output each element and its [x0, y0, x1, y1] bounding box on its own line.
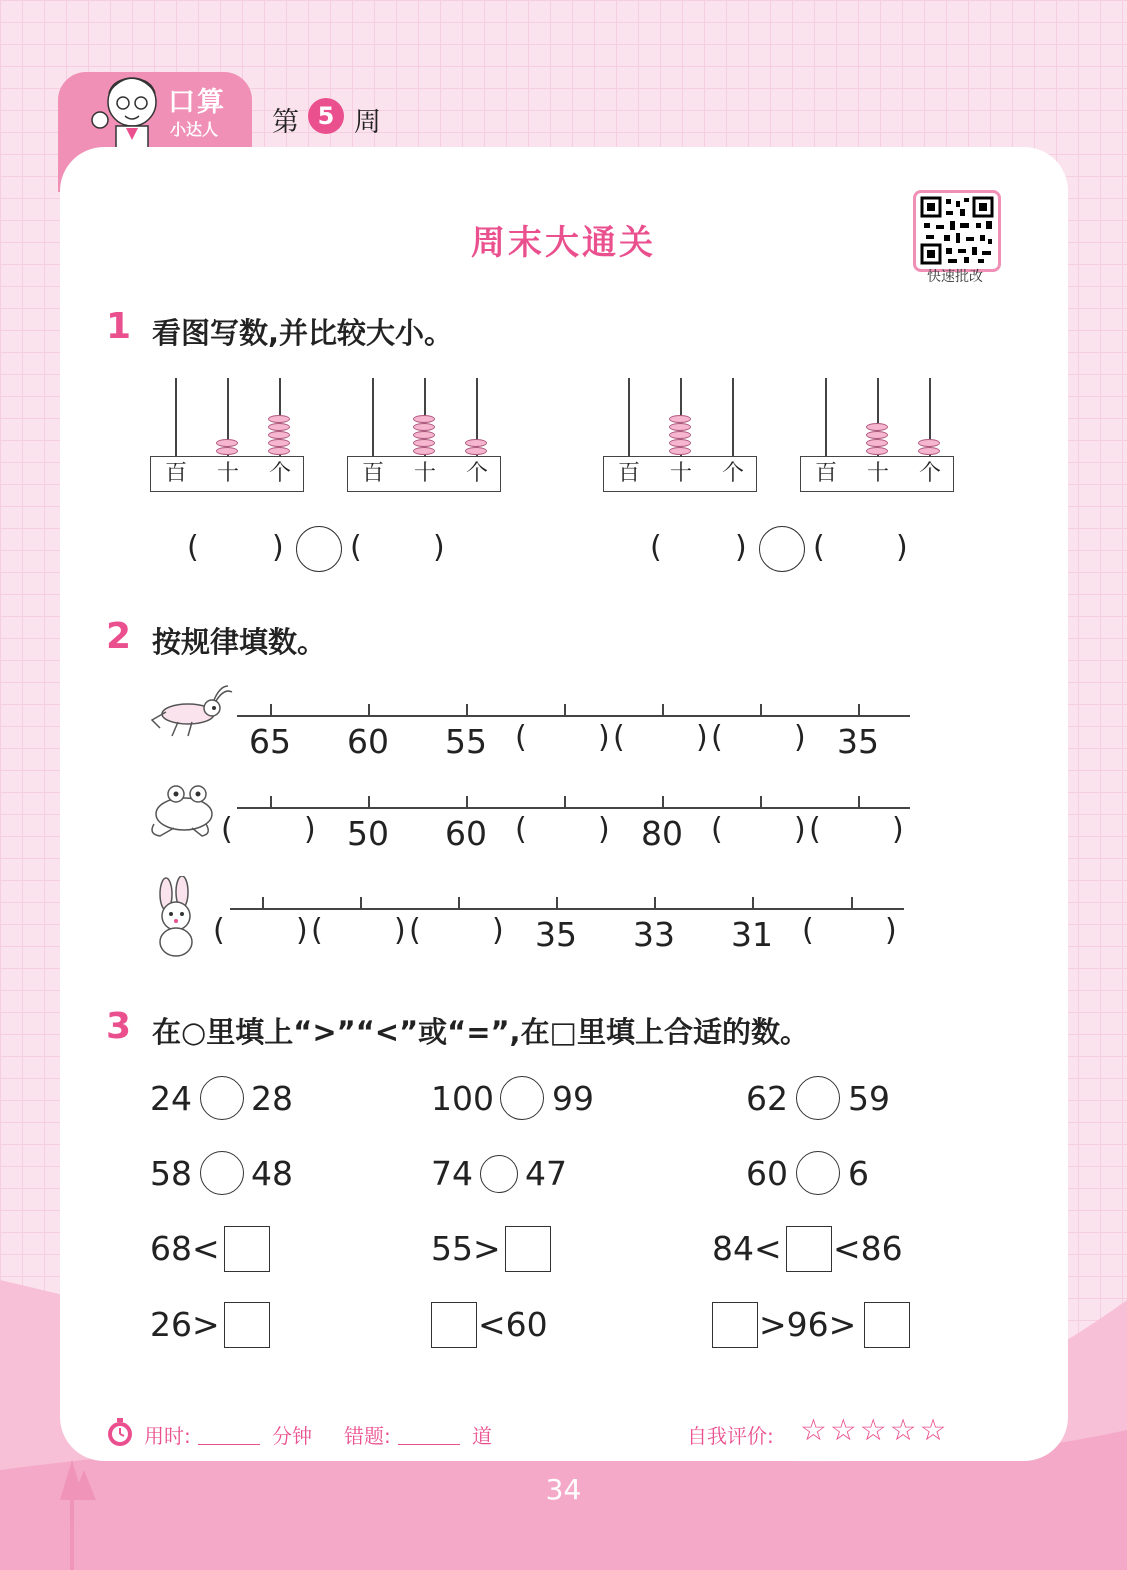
rating-stars[interactable]: ☆☆☆☆☆: [800, 1413, 950, 1448]
q1-paren-close: ): [272, 530, 284, 565]
abacus-bead: [465, 447, 487, 455]
qr-code-icon: [916, 193, 998, 269]
compare-1-right: 28: [251, 1079, 293, 1118]
number-line-value: 65: [249, 722, 291, 761]
abacus-bead: [413, 415, 435, 423]
number-line-value: 55: [445, 722, 487, 761]
blank-answer[interactable]: [428, 917, 488, 951]
abacus-label: 百: [164, 461, 187, 486]
abacus-label: 个: [268, 461, 291, 486]
question-3-number: 3: [106, 1006, 132, 1047]
blank-paren-close: ): [696, 720, 708, 755]
q1-paren-open: (: [187, 530, 199, 565]
q1-paren-open: (: [650, 530, 662, 565]
number-line-tick: [662, 704, 664, 715]
error-label: 错题:: [344, 1424, 391, 1448]
q1-compare-circle-1[interactable]: [296, 526, 342, 572]
abacus-bead: [918, 447, 940, 455]
compare-5-right: 47: [525, 1154, 567, 1193]
abacus-rod: [825, 378, 827, 456]
abacus-bead: [268, 439, 290, 447]
number-line-tick: [858, 796, 860, 807]
blank-answer[interactable]: [534, 816, 594, 850]
stopwatch-icon: [105, 1416, 135, 1448]
q1-compare-circle-2[interactable]: [759, 526, 805, 572]
question-2-number: 2: [106, 616, 132, 657]
blank-answer[interactable]: [821, 917, 881, 951]
number-line-tick: [760, 704, 762, 715]
abacus-bead: [413, 447, 435, 455]
number-line-tick: [360, 897, 362, 908]
number-line-value: 31: [731, 915, 773, 954]
time-input-line[interactable]: [198, 1444, 260, 1445]
page-number: 34: [545, 1473, 582, 1506]
number-line-tick: [556, 897, 558, 908]
grasshopper-icon: [148, 684, 234, 740]
error-input-line[interactable]: [398, 1444, 460, 1445]
abacus-bead: [268, 431, 290, 439]
week-number-badge: 5: [308, 98, 344, 134]
abacus-label: 十: [669, 461, 692, 486]
qr-code[interactable]: [913, 190, 1001, 272]
blank-answer[interactable]: [730, 816, 790, 850]
number-line-value: 80: [641, 814, 683, 853]
error-unit: 道: [472, 1424, 492, 1448]
qr-label: 快速批改: [927, 269, 983, 285]
number-line: [237, 807, 910, 809]
abacus-bead: [669, 431, 691, 439]
number-line-tick: [564, 796, 566, 807]
compare-5-left: 74: [431, 1154, 473, 1193]
q1-paren-close: ): [735, 530, 747, 565]
compare-6-left: 60: [746, 1154, 788, 1193]
blank-answer[interactable]: [534, 724, 594, 758]
fill-5-text: <60: [478, 1305, 548, 1344]
compare-4-left: 58: [150, 1154, 192, 1193]
blank-paren-open: (: [221, 812, 233, 847]
blank-paren-close: ): [304, 812, 316, 847]
blank-paren-close: ): [598, 720, 610, 755]
abacus-bead: [216, 439, 238, 447]
abacus-label: 百: [617, 461, 640, 486]
blank-answer[interactable]: [632, 724, 692, 758]
number-line-tick: [270, 796, 272, 807]
blank-paren-close: ): [794, 720, 806, 755]
q1-paren-close: ): [433, 530, 445, 565]
blank-paren-open: (: [802, 913, 814, 948]
abacus-bead: [268, 415, 290, 423]
number-line-value: 35: [535, 915, 577, 954]
number-line-tick: [270, 704, 272, 715]
number-line-tick: [368, 704, 370, 715]
number-line-tick: [760, 796, 762, 807]
self-eval-label: 自我评价:: [687, 1424, 774, 1448]
frog-icon: [146, 780, 218, 838]
abacus-bead: [465, 439, 487, 447]
number-line-tick: [858, 704, 860, 715]
abacus-frame: [150, 456, 304, 492]
question-1-text: 看图写数,并比较大小。: [152, 316, 454, 350]
number-line-tick: [458, 897, 460, 908]
blank-paren-open: (: [515, 812, 527, 847]
abacus-label: 个: [721, 461, 744, 486]
q1-paren-open: (: [350, 530, 362, 565]
fill-2-box[interactable]: [505, 1226, 551, 1272]
abacus-bead: [866, 423, 888, 431]
fill-5-box[interactable]: [431, 1302, 477, 1348]
number-line-tick: [564, 704, 566, 715]
fill-3-text-b: <86: [833, 1229, 903, 1268]
blank-answer[interactable]: [240, 816, 300, 850]
abacus-bead: [866, 431, 888, 439]
number-line-tick: [654, 897, 656, 908]
blank-paren-open: (: [515, 720, 527, 755]
blank-paren-open: (: [711, 720, 723, 755]
fill-6-box-b[interactable]: [864, 1302, 910, 1348]
blank-answer[interactable]: [730, 724, 790, 758]
blank-paren-open: (: [311, 913, 323, 948]
abacus-bead: [413, 439, 435, 447]
boy-mascot-icon: [82, 70, 172, 150]
blank-answer[interactable]: [232, 917, 292, 951]
abacus-label: 百: [361, 461, 384, 486]
blank-paren-close: ): [794, 812, 806, 847]
abacus-frame: [347, 456, 501, 492]
abacus-rod: [175, 378, 177, 456]
time-label: 用时:: [144, 1424, 191, 1448]
abacus-bead: [669, 447, 691, 455]
fill-4-text: 26>: [150, 1305, 220, 1344]
abacus-label: 百: [814, 461, 837, 486]
blank-paren-open: (: [409, 913, 421, 948]
abacus-bead: [268, 423, 290, 431]
q1-answer-3[interactable]: [675, 535, 730, 571]
rabbit-icon: [146, 876, 212, 960]
number-line-value: 50: [347, 814, 389, 853]
blank-answer[interactable]: [330, 917, 390, 951]
number-line-tick: [262, 897, 264, 908]
blank-answer[interactable]: [828, 816, 888, 850]
abacus-bead: [918, 439, 940, 447]
q1-paren-close: ): [896, 530, 908, 565]
fill-4-box[interactable]: [224, 1302, 270, 1348]
number-line-value: 60: [445, 814, 487, 853]
compare-3-circle[interactable]: [796, 1076, 840, 1120]
compare-2-right: 99: [552, 1079, 594, 1118]
question-1-number: 1: [106, 306, 132, 347]
fill-1-text: 68<: [150, 1229, 220, 1268]
abacus-frame: [603, 456, 757, 492]
abacus-bead: [268, 447, 290, 455]
badge-title: 口算: [168, 87, 226, 118]
blank-paren-close: ): [885, 913, 897, 948]
blank-paren-open: (: [213, 913, 225, 948]
compare-6-right: 6: [848, 1154, 869, 1193]
compare-1-circle[interactable]: [200, 1076, 244, 1120]
fill-2-text: 55>: [431, 1229, 501, 1268]
abacus-rod: [372, 378, 374, 456]
abacus-bead: [866, 447, 888, 455]
number-line-tick: [851, 897, 853, 908]
number-line-value: 35: [837, 722, 879, 761]
q1-answer-4[interactable]: [835, 535, 890, 571]
page-title: 周末大通关: [471, 223, 656, 263]
number-line-tick: [466, 704, 468, 715]
abacus-bead: [669, 423, 691, 431]
compare-2-circle[interactable]: [500, 1076, 544, 1120]
number-line: [237, 715, 910, 717]
blank-paren-close: ): [492, 913, 504, 948]
fill-3-text-a: 84<: [712, 1229, 782, 1268]
q1-answer-1[interactable]: [212, 535, 267, 571]
question-2-text: 按规律填数。: [152, 625, 327, 659]
abacus-rod: [628, 378, 630, 456]
fill-3-box[interactable]: [786, 1226, 832, 1272]
blank-paren-open: (: [613, 720, 625, 755]
fill-6-text: >96>: [759, 1305, 857, 1344]
blank-paren-open: (: [711, 812, 723, 847]
blank-paren-close: ): [296, 913, 308, 948]
number-line-value: 60: [347, 722, 389, 761]
number-line-value: 33: [633, 915, 675, 954]
abacus-bead: [413, 423, 435, 431]
blank-paren-close: ): [598, 812, 610, 847]
abacus-label: 十: [413, 461, 436, 486]
compare-5-circle[interactable]: [480, 1155, 518, 1193]
question-3-text: 在○里填上“>”“<”或“=”,在□里填上合适的数。: [152, 1015, 809, 1049]
fill-1-box[interactable]: [224, 1226, 270, 1272]
abacus-bead: [669, 439, 691, 447]
compare-3-right: 59: [848, 1079, 890, 1118]
number-line-tick: [466, 796, 468, 807]
abacus-bead: [216, 447, 238, 455]
q1-answer-2[interactable]: [372, 535, 427, 571]
blank-paren-open: (: [809, 812, 821, 847]
q1-paren-open: (: [813, 530, 825, 565]
abacus-bead: [866, 439, 888, 447]
abacus-rod: [732, 378, 734, 456]
number-line-tick: [752, 897, 754, 908]
blank-paren-close: ): [394, 913, 406, 948]
abacus-label: 个: [465, 461, 488, 486]
compare-4-circle[interactable]: [200, 1151, 244, 1195]
abacus-label: 十: [216, 461, 239, 486]
compare-6-circle[interactable]: [796, 1151, 840, 1195]
week-suffix: 周: [354, 107, 381, 138]
abacus-frame: [800, 456, 954, 492]
time-unit: 分钟: [272, 1424, 312, 1448]
abacus-label: 十: [866, 461, 889, 486]
compare-1-left: 24: [150, 1079, 192, 1118]
week-prefix: 第: [272, 107, 299, 138]
number-line: [230, 908, 904, 910]
abacus-bead: [669, 415, 691, 423]
compare-4-right: 48: [251, 1154, 293, 1193]
blank-paren-close: ): [892, 812, 904, 847]
abacus-bead: [413, 431, 435, 439]
badge-subtitle: 小达人: [170, 120, 219, 139]
number-line-tick: [368, 796, 370, 807]
fill-6-box-a[interactable]: [712, 1302, 758, 1348]
number-line-tick: [662, 796, 664, 807]
compare-2-left: 100: [431, 1079, 494, 1118]
compare-3-left: 62: [746, 1079, 788, 1118]
abacus-label: 个: [918, 461, 941, 486]
